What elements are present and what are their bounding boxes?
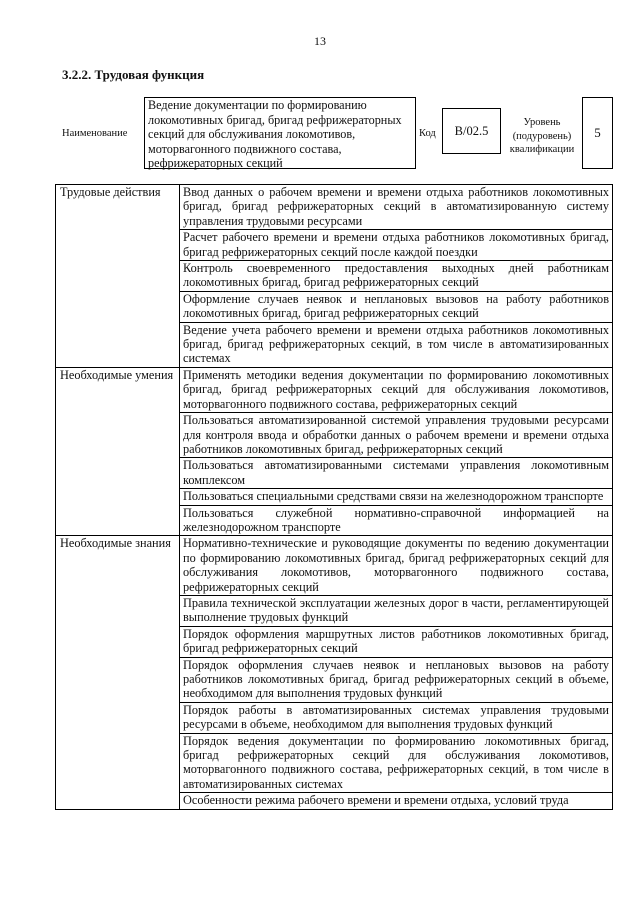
level-box: 5 [582, 97, 613, 169]
item-cell: Ведение учета рабочего времени и времени отдыха работников локомотивных бригад, бригад рефрижераторных секций, в том числе в автоматизированных системах [180, 322, 613, 367]
item-cell: Правила технической эксплуатации железных дорог в части, регламентирующей выполнение трудовых функций [180, 595, 613, 626]
table-row [56, 536, 613, 596]
item-cell: Порядок работы в автоматизированных системах управления трудовыми ресурсами в объеме, необходимом для выполнения трудовых функций [180, 702, 613, 733]
category-cell: Трудовые действия [56, 185, 180, 368]
item-cell: Расчет рабочего времени и времени отдыха работников локомотивных бригад, бригад рефрижераторных секций после каждой поездки [180, 230, 613, 261]
page-number: 13 [314, 34, 326, 48]
table-row [56, 367, 613, 412]
category-cell: Необходимые знания [56, 536, 180, 809]
level-label: Уровень (подуровень) квалификации [509, 117, 575, 155]
item-cell: Применять методики ведения документации по формированию локомотивных бригад, бригад рефрижераторных секций для обслуживания локомотивов, моторвагонного подвижного состава, рефрижераторных секций [180, 367, 613, 412]
item-cell: Порядок ведения документации по формированию локомотивных бригад, бригад рефрижераторных секций для обслуживания локомотивов, моторвагонного подвижного состава, рефрижераторных секций, в том числе в автоматизированных системах [180, 733, 613, 793]
item-cell: Пользоваться специальными средствами связи на железнодорожном транспорте [180, 489, 613, 505]
item-cell: Особенности режима рабочего времени и времени отдыха, условий труда [180, 793, 613, 809]
code-box: B/02.5 [442, 108, 501, 154]
item-cell: Контроль своевременного предоставления выходных дней работникам локомотивных бригад, бригад рефрижераторных секций [180, 261, 613, 292]
item-cell: Пользоваться автоматизированными системами управления локомотивным комплексом [180, 458, 613, 489]
code-label: Код [419, 128, 436, 139]
item-cell: Порядок оформления маршрутных листов работников локомотивных бригад, бригад рефрижераторных секций [180, 626, 613, 657]
item-cell: Пользоваться служебной нормативно-справочной информацией на железнодорожном транспорте [180, 505, 613, 536]
item-cell: Нормативно-технические и руководящие документы по ведению документации по формированию локомотивных бригад, бригад рефрижераторных секций для обслуживания локомотивов, моторвагонного подвижного состава, рефрижераторных секций [180, 536, 613, 596]
table-row [56, 185, 613, 230]
item-cell: Порядок оформления случаев неявок и неплановых вызовов на работу работников локомотивных бригад, бригад рефрижераторных секций в объеме, необходимом для выполнения трудовых функций [180, 657, 613, 702]
item-cell: Оформление случаев неявок и неплановых вызовов на работу работников локомотивных бригад, бригад рефрижераторных секций [180, 291, 613, 322]
category-cell: Необходимые умения [56, 367, 180, 535]
item-cell: Пользоваться автоматизированной системой управления трудовыми ресурсами для контроля ввода и обработки данных о рабочем времени и времени отдыха работников локомотивных бригад, рефрижераторных секций [180, 413, 613, 458]
function-table [55, 184, 613, 810]
function-name-box: Ведение документации по формированию локомотивных бригад, бригад рефрижераторных секций для обслуживания локомотивов, моторвагонного подвижного состава, рефрижераторных секций [144, 97, 416, 169]
name-label: Наименование [62, 128, 128, 139]
section-title: 3.2.2. Трудовая функция [62, 67, 205, 82]
item-cell: Ввод данных о рабочем времени и времени отдыха работников локомотивных бригад, бригад рефрижераторных секций в автоматизированную систему управления трудовыми ресурсами [180, 185, 613, 230]
